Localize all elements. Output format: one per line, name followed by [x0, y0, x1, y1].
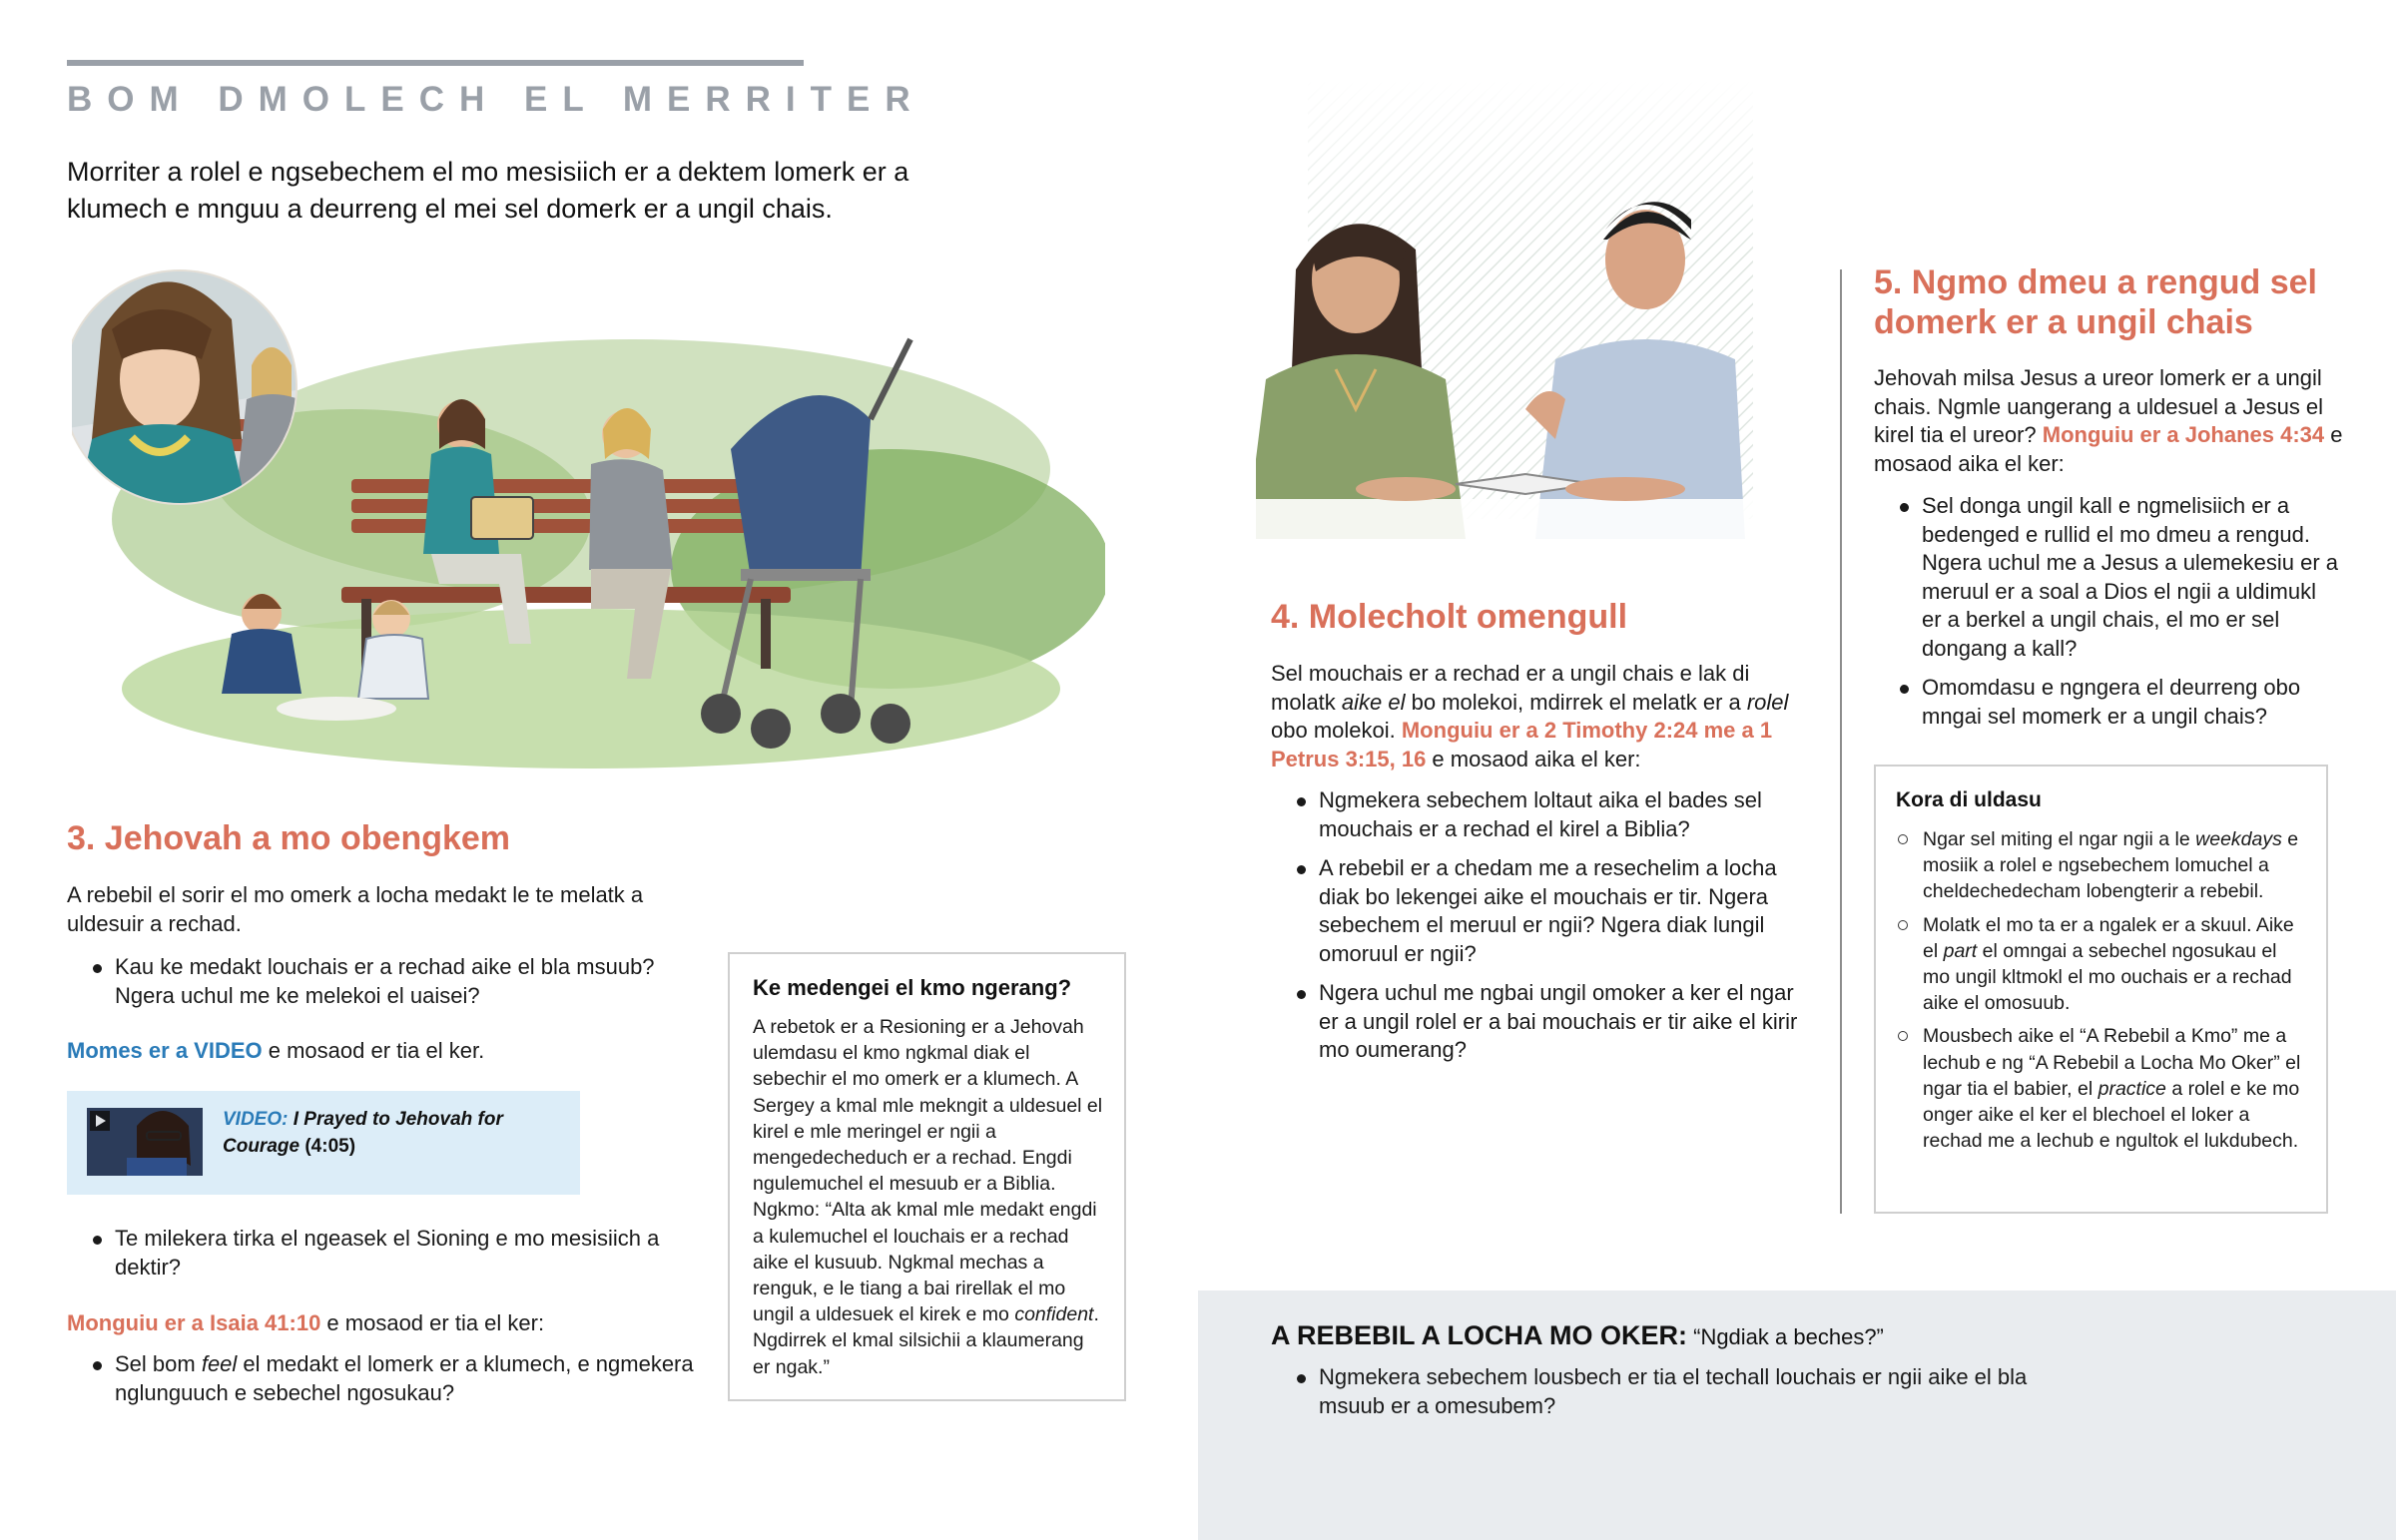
- experience-box-title: Ke medengei el kmo ngerang?: [753, 975, 1072, 1000]
- column-divider: [1840, 269, 1842, 1214]
- scripture-link-johanes[interactable]: Monguiu er a Johanes 4:34: [2042, 422, 2325, 447]
- scripture-link-timothy-petrus[interactable]: Monguiu er a 2 Timothy 2:24 me a 1 Petrus 3:15, 16: [1271, 718, 1773, 771]
- heading-section-5: 5. Ngmo dmeu a rengud sel domerk er a ungil chais: [1874, 263, 2317, 341]
- tips-item: Ngar sel miting el ngar ngii a le weekdays e mosiik a rolel e ngsebechem lomuchel a cheldechedecham lobengterir a rebebil.: [1896, 826, 2308, 905]
- list-item: Omomdasu e ngngera el deurreng obo mngai sel momerk er a ungil chais?: [1874, 674, 2341, 731]
- list-item: Ngmekera sebechem lousbech er tia el techall louchais er ngii aike el bla msuub er a omesubem?: [1271, 1363, 2050, 1420]
- intro-paragraph: Morriter a rolel e ngsebechem el mo mesisiich er a dektem lomerk er a klumech e mnguu a deurreng el mei sel domerk er a ungil chais.: [67, 157, 909, 224]
- question-heading: [1271, 1318, 1884, 1354]
- list-item: Kau ke medakt louchais er a rechad aike el bla msuub? Ngera uchul me ke melekoi el uaisei?: [67, 953, 706, 1010]
- section-4-bullet-list: [1271, 786, 1810, 1076]
- section-3-paragraph: A rebebil el sorir el mo omerk a locha medakt le te melatk a uldesuir a rechad.: [67, 882, 644, 936]
- park-illustration: [72, 269, 1105, 788]
- heading-section-3: 3. Jehovah a mo obengkem: [67, 819, 511, 857]
- experience-box: [728, 952, 1126, 1401]
- list-item: Sel bom feel el medakt el lomerk er a klumech, e ngmekera nglunguuch e sebechel ngosukau?: [67, 1350, 706, 1407]
- video-caption: [223, 1106, 562, 1160]
- see-video-instruction: [67, 1037, 484, 1065]
- list-item: A rebebil er a chedam me a resechelim a locha diak bo lekengei aike el mouchais er tir. Ngera sebechem el meruul er ngii? Ngera diak lungil omoruul er ngii?: [1271, 854, 1810, 968]
- section-3-bullet-list-3: [67, 1350, 706, 1418]
- section-title: BOM DMOLECH EL MERRITER: [67, 80, 925, 119]
- video-title: I Prayed to Jehovah for Courage: [223, 1109, 503, 1157]
- video-duration: (4:05): [304, 1136, 356, 1157]
- read-suffix: e mosaod er tia el ker:: [320, 1310, 545, 1335]
- section-top-rule: [67, 60, 804, 66]
- question-text: “Ngdiak a beches?”: [1687, 1324, 1884, 1349]
- scripture-link-isaiah[interactable]: Monguiu er a Isaia 41:10: [67, 1310, 321, 1335]
- list-item: Ngmekera sebechem loltaut aika el bades sel mouchais er a rechad el kirel a Biblia?: [1271, 786, 1810, 843]
- tips-list: [1896, 826, 2308, 1154]
- tips-item: Mousbech aike el “A Rebebil a Kmo” me a lechub e ng “A Rebebil a Locha Mo Oker” el ngar tia el babier, el practice a rolel e ke mo onger aike el ker el blechoel el loker a rechad me a lechub e ngultok el lukdubech.: [1896, 1023, 2308, 1154]
- tips-box-title: Kora di uldasu: [1896, 788, 2042, 811]
- video-thumbnail[interactable]: [87, 1108, 203, 1176]
- see-video-suffix: e mosaod er tia el ker.: [262, 1038, 485, 1063]
- question-label: A REBEBIL A LOCHA MO OKER:: [1271, 1320, 1687, 1350]
- see-video-link[interactable]: Momes er a VIDEO: [67, 1038, 263, 1063]
- tips-item: Molatk el mo ta er a ngalek er a skuul. Aike el part el omngai a sebechel ngosukau el mo ungil kltmokl el mo ouchais er a rechad aike el omosuub.: [1896, 912, 2308, 1017]
- list-item: Ngera uchul me ngbai ungil omoker a ker el ngar er a ungil rolel er a bai mouchais er tir aike el kirir mo oumerang?: [1271, 979, 1810, 1065]
- section-4-paragraph: Sel mouchais er a rechad er a ungil chais e lak di molatk aike el bo molekoi, mdirrek el melatk er a rolel obo molekoi. Monguiu er a 2 Timothy 2:24 me a 1 Petrus 3:15, 16 e mosaod aika el ker:: [1271, 661, 1789, 771]
- read-scripture-instruction: [67, 1309, 544, 1337]
- experience-box-text: A rebetok er a Resioning er a Jehovah ulemdasu el kmo ngkmal diak el sebechir el mo omerk er a klumech. A Sergey a kmal mle mekngit a uldesuel el kirel e mle meringel er ngii a mengedecheduch er a rechad. Engdi ngulemuchel el mesuub er a Biblia. Ngkmo: “Alta ak kmal mle medakt engdi a kulemuchel el louchais er a rechad aike el kusuub. Ngkmal mechas a renguk, e le tiang a bai rirellak el mo ungil a uldesuek el kirek e mo confident. Ngdirrek el kmal silsichii a klaumerang er ngak.”: [753, 1016, 1103, 1378]
- list-item: Te milekera tirka el ngeasek el Sioning e mo mesisiich a dektir?: [67, 1225, 706, 1282]
- video-label: VIDEO:: [223, 1109, 289, 1130]
- section-5-bullet-list: [1874, 492, 2341, 742]
- section-3-bullet-list-1: [67, 953, 706, 1021]
- tips-box: [1874, 765, 2328, 1214]
- section-3-bullet-list-2: [67, 1225, 706, 1292]
- play-icon[interactable]: [90, 1111, 110, 1131]
- video-callout[interactable]: [67, 1091, 580, 1195]
- section-5-paragraph: Jehovah milsa Jesus a ureor lomerk er a ungil chais. Ngmle uangerang a uldesuel a Jesus el kirel tia el ureor? Monguiu er a Johanes 4:34 e mosaod aika el ker:: [1874, 365, 2343, 476]
- question-bullet-list: [1271, 1363, 2050, 1431]
- heading-section-4: 4. Molecholt omengull: [1271, 598, 1628, 636]
- conversation-illustration: [1256, 80, 1775, 569]
- list-item: Sel donga ungil kall e ngmelisiich er a bedenged e rullid el mo dmeu a rengud. Ngera uchul me a Jesus a ulemekesiu er a meruul er a soal a Dios el ngii a uldimukl er a berkel a ungil chais, el mo er sel dongang a kall?: [1874, 492, 2341, 663]
